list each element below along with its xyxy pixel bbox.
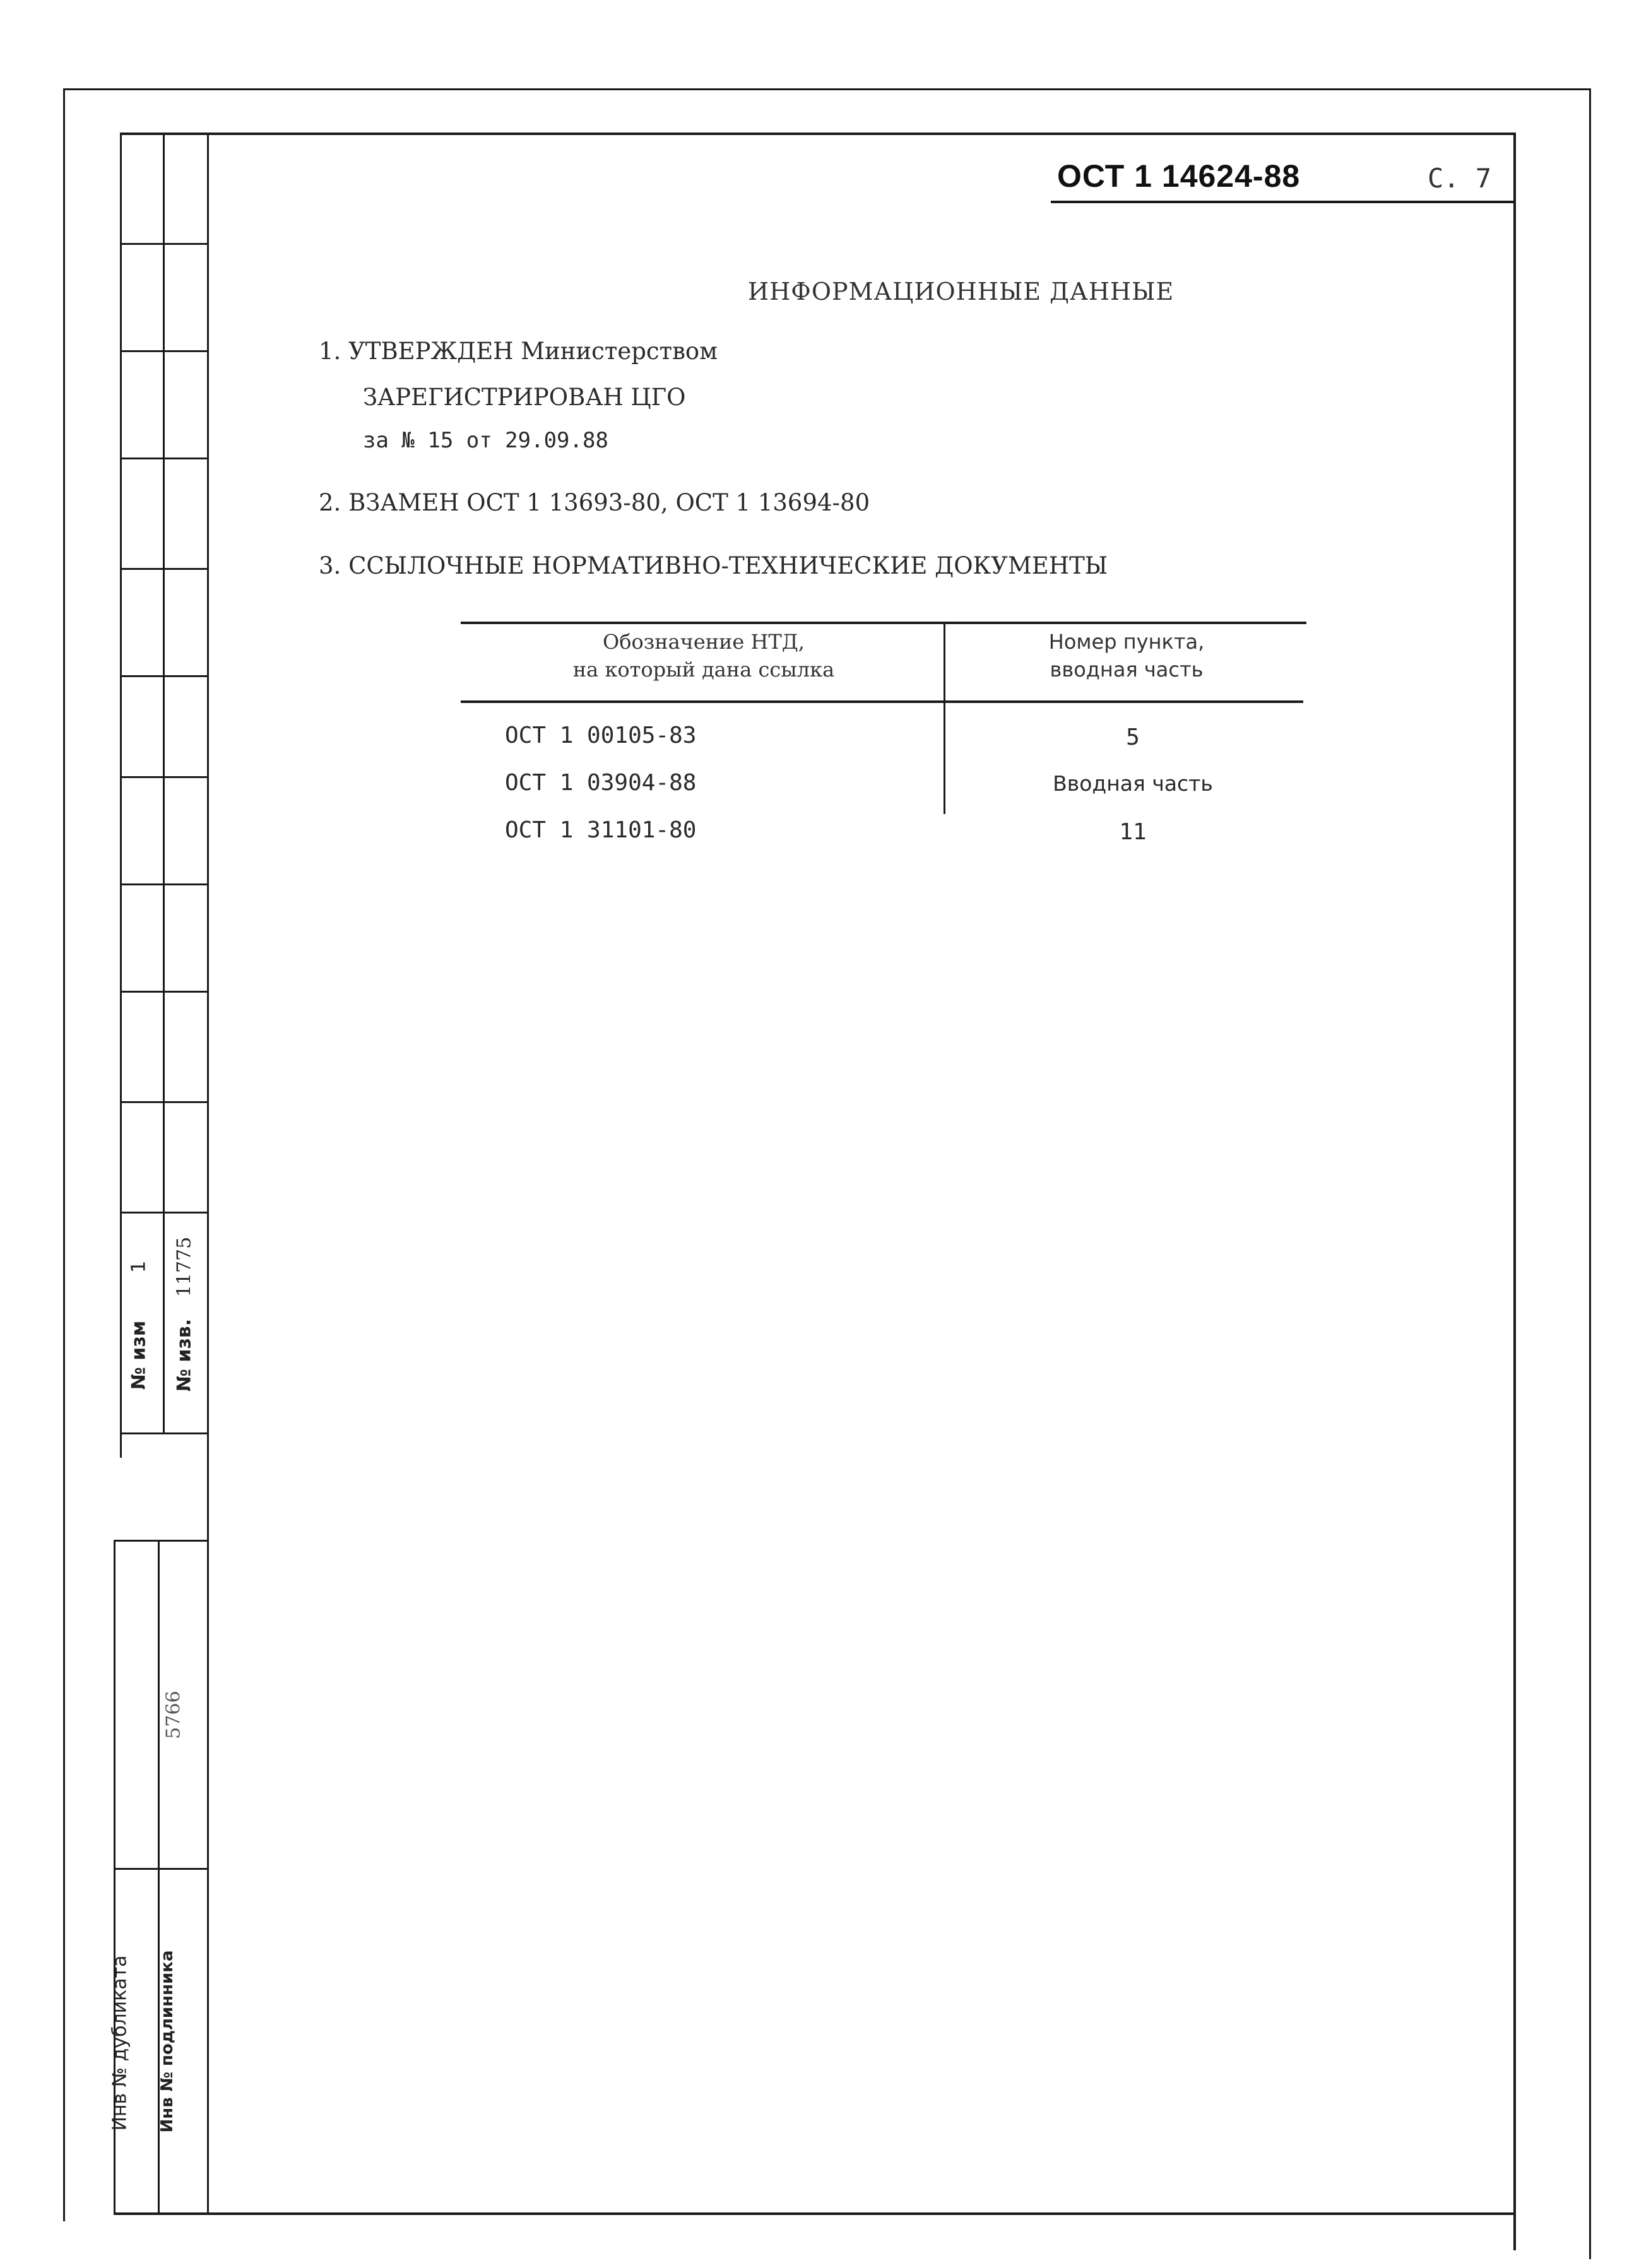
table-row-1-document: ОСТ 1 00105-83 <box>505 723 697 748</box>
duplicate-inventory-label: Инв № дубликата <box>109 1955 131 2131</box>
replaces-line: 2. ВЗАМЕН ОСТ 1 13693-80, ОСТ 1 13694-80 <box>319 489 870 516</box>
strip-row-separator <box>120 458 208 459</box>
strip-row-separator <box>114 1868 208 1870</box>
table-row-2-clause: Вводная часть <box>1053 771 1213 796</box>
strip-row-separator <box>114 1540 208 1542</box>
strip-row-separator <box>120 883 208 885</box>
table-row-2-document: ОСТ 1 03904-88 <box>505 770 697 796</box>
original-inventory-value: 5766 <box>162 1691 185 1739</box>
column-header-document-line2: на который дана ссылка <box>572 658 835 682</box>
table-column-divider <box>944 622 945 814</box>
notice-number-value: 11775 <box>173 1236 196 1297</box>
outer-top-border <box>63 88 1590 90</box>
document-code: ОСТ 1 14624-88 <box>1057 158 1301 194</box>
table-header-rule <box>461 700 1303 703</box>
change-number-label: № изм <box>127 1320 150 1390</box>
strip-row-separator <box>120 991 208 993</box>
section-title: ИНФОРМАЦИОННЫЕ ДАННЫЕ <box>748 278 1175 305</box>
frame-right-border <box>1513 133 1516 2250</box>
strip-right-line <box>207 133 209 2215</box>
strip-row-separator <box>120 776 208 778</box>
table-row-3-document: ОСТ 1 31101-80 <box>505 817 697 843</box>
column-header-document <box>467 628 940 683</box>
strip-row-separator <box>120 1212 208 1214</box>
strip-middle-line <box>163 133 165 1432</box>
strip-row-separator <box>120 243 208 245</box>
strip-left-line <box>120 133 122 1458</box>
notice-number-label: № изв. <box>173 1318 196 1392</box>
column-header-clause <box>950 628 1303 683</box>
frame-bottom-border <box>114 2212 1516 2215</box>
strip-row-separator <box>120 1101 208 1103</box>
table-row-1-clause: 5 <box>1126 724 1140 750</box>
strip-row-separator <box>120 675 208 677</box>
change-number-value: 1 <box>127 1260 150 1273</box>
table-row-3-clause: 11 <box>1119 819 1147 845</box>
column-header-document-line1: Обозначение НТД, <box>603 630 805 654</box>
approved-line: 1. УТВЕРЖДЕН Министерством <box>319 338 718 365</box>
table-top-rule <box>461 622 1306 624</box>
registered-line: ЗАРЕГИСТРИРОВАН ЦГО <box>363 384 686 411</box>
column-header-clause-line1: Номер пункта, <box>1048 630 1205 654</box>
frame-top-border <box>120 133 1516 135</box>
references-heading: 3. ССЫЛОЧНЫЕ НОРМАТИВНО-ТЕХНИЧЕСКИЕ ДОКУМЕНТЫ <box>319 552 1108 579</box>
header-underline <box>1051 201 1515 203</box>
strip-row-separator <box>120 1432 208 1434</box>
strip-row-separator <box>120 568 208 570</box>
outer-left-border <box>63 88 65 2221</box>
registration-number-line: за № 15 от 29.09.88 <box>363 428 608 453</box>
page-number: С. 7 <box>1428 163 1492 194</box>
strip-row-separator <box>120 350 208 352</box>
outer-right-border <box>1589 88 1591 2259</box>
original-inventory-label: Инв № подлинника <box>158 1950 177 2133</box>
column-header-clause-line2: вводная часть <box>1050 658 1204 682</box>
